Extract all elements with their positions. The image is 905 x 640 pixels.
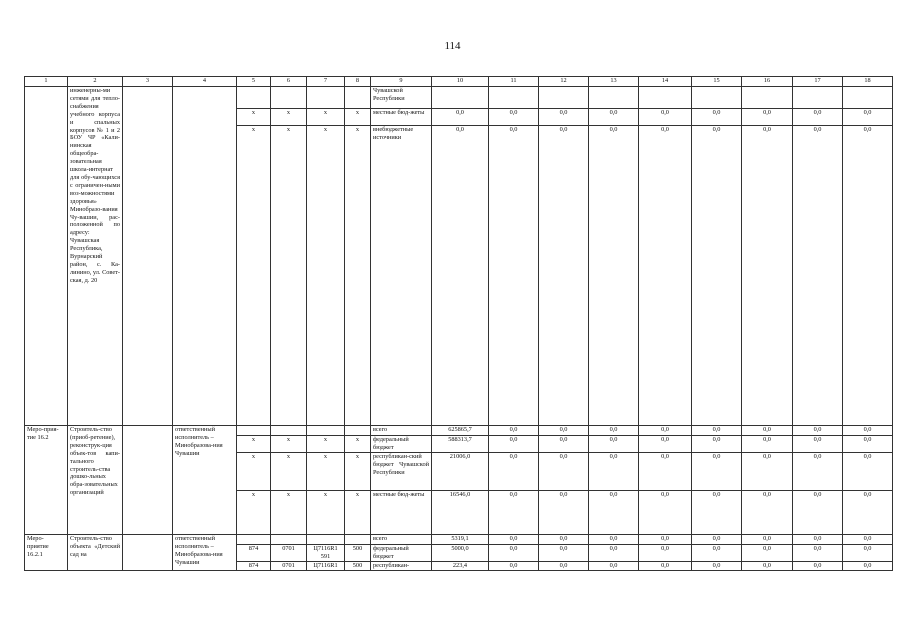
- code-cell: x: [271, 436, 307, 453]
- executor-cell: ответственный исполнитель – Минобразова-ния Чувашии: [173, 535, 237, 571]
- value-cell: 0,0: [793, 535, 843, 545]
- code-cell: 0701: [271, 562, 307, 571]
- code-cell: [345, 87, 371, 109]
- code-cell: [307, 87, 345, 109]
- code-cell: x: [271, 491, 307, 535]
- code-cell: 500: [345, 545, 371, 562]
- header-cell: 6: [271, 77, 307, 87]
- funding-source-cell: федеральный бюджет: [371, 436, 432, 453]
- value-cell: 0,0: [793, 436, 843, 453]
- code-cell: [271, 87, 307, 109]
- code-cell: Ц7116R1 591: [307, 545, 345, 562]
- code-cell: [237, 535, 271, 545]
- value-cell: 0,0: [639, 491, 692, 535]
- value-cell: 0,0: [793, 491, 843, 535]
- code-cell: 874: [237, 545, 271, 562]
- header-cell: 18: [843, 77, 893, 87]
- header-cell: 12: [539, 77, 589, 87]
- value-cell: 0,0: [639, 562, 692, 571]
- value-cell: 0,0: [489, 426, 539, 436]
- funding-source-cell: федеральный бюджет: [371, 545, 432, 562]
- header-cell: 15: [692, 77, 742, 87]
- value-cell: 0,0: [539, 426, 589, 436]
- value-cell: 0,0: [843, 109, 893, 126]
- value-cell: 0,0: [742, 545, 793, 562]
- value-cell: 0,0: [742, 109, 793, 126]
- code-cell: [271, 535, 307, 545]
- value-cell: 0,0: [639, 126, 692, 426]
- funding-source-cell: всего: [371, 426, 432, 436]
- value-cell: 0,0: [539, 126, 589, 426]
- header-cell: 10: [432, 77, 489, 87]
- header-cell: 8: [345, 77, 371, 87]
- value-cell: 16546,0: [432, 491, 489, 535]
- code-cell: x: [237, 126, 271, 426]
- column-3-cell: [123, 426, 173, 535]
- value-cell: 0,0: [742, 126, 793, 426]
- header-cell: 5: [237, 77, 271, 87]
- value-cell: 0,0: [692, 545, 742, 562]
- budget-table: [24, 76, 893, 571]
- value-cell: 0,0: [589, 562, 639, 571]
- header-cell: 3: [123, 77, 173, 87]
- header-cell: 13: [589, 77, 639, 87]
- table-header-row: [25, 77, 893, 87]
- value-cell: 0,0: [539, 535, 589, 545]
- table-row: [25, 535, 893, 545]
- value-cell: 0,0: [742, 453, 793, 491]
- header-cell: 1: [25, 77, 68, 87]
- table-row: [25, 87, 893, 109]
- value-cell: 0,0: [843, 436, 893, 453]
- code-cell: Ц7116R1: [307, 562, 345, 571]
- value-cell: 0,0: [742, 562, 793, 571]
- code-cell: x: [307, 126, 345, 426]
- value-cell: 0,0: [793, 562, 843, 571]
- header-cell: 17: [793, 77, 843, 87]
- measure-name-cell: инженерны-ми сетями для тепло-снабжения учебного корпуса и спальных корпусов № 1 и 2 БОУ ЧР «Кали-нинская общеобра-зовательная школа-интернат для обу-чающихся с ограничен-ными воз-можностями здоровья» Минобразо-вания Чу-вашии, рас-положенной по адресу: Чувашская Республика, Вурнарский район, с. Ка-линино, ул. Совет-ская, д. 20: [68, 87, 123, 426]
- value-cell: 0,0: [589, 436, 639, 453]
- value-cell: 588313,7: [432, 436, 489, 453]
- value-cell: 0,0: [843, 535, 893, 545]
- value-cell: 0,0: [489, 562, 539, 571]
- value-cell: 0,0: [489, 545, 539, 562]
- value-cell: 21006,0: [432, 453, 489, 491]
- header-cell: 2: [68, 77, 123, 87]
- code-cell: x: [237, 453, 271, 491]
- value-cell: 0,0: [539, 562, 589, 571]
- value-cell: 0,0: [539, 545, 589, 562]
- header-cell: 11: [489, 77, 539, 87]
- code-cell: x: [271, 453, 307, 491]
- value-cell: 0,0: [589, 535, 639, 545]
- code-cell: x: [307, 453, 345, 491]
- value-cell: 0,0: [432, 109, 489, 126]
- value-cell: 0,0: [489, 126, 539, 426]
- value-cell: 0,0: [843, 491, 893, 535]
- measure-label-cell: Меро-прия-тие 16.2: [25, 426, 68, 535]
- funding-source-cell: местные бюд-жеты: [371, 491, 432, 535]
- value-cell: 0,0: [793, 109, 843, 126]
- value-cell: 0,0: [639, 109, 692, 126]
- code-cell: 0701: [271, 545, 307, 562]
- value-cell: 0,0: [843, 126, 893, 426]
- code-cell: [237, 426, 271, 436]
- header-cell: 4: [173, 77, 237, 87]
- header-cell: 7: [307, 77, 345, 87]
- value-cell: 0,0: [489, 535, 539, 545]
- code-cell: 874: [237, 562, 271, 571]
- value-cell: [843, 87, 893, 109]
- value-cell: 5000,0: [432, 545, 489, 562]
- value-cell: 0,0: [539, 453, 589, 491]
- code-cell: [307, 535, 345, 545]
- code-cell: [345, 426, 371, 436]
- value-cell: 0,0: [489, 453, 539, 491]
- value-cell: 0,0: [742, 426, 793, 436]
- value-cell: 0,0: [843, 426, 893, 436]
- value-cell: [793, 87, 843, 109]
- value-cell: 5319,1: [432, 535, 489, 545]
- code-cell: x: [237, 436, 271, 453]
- value-cell: 0,0: [843, 545, 893, 562]
- measure-label-cell: Меро-приятие 16.2.1: [25, 535, 68, 571]
- header-cell: 14: [639, 77, 692, 87]
- value-cell: 0,0: [692, 562, 742, 571]
- funding-source-cell: республикан-ский бюджет Чувашской Республики: [371, 453, 432, 491]
- value-cell: 0,0: [589, 126, 639, 426]
- header-cell: 9: [371, 77, 432, 87]
- value-cell: [692, 87, 742, 109]
- executor-cell: [173, 87, 237, 426]
- code-cell: x: [271, 126, 307, 426]
- value-cell: 0,0: [639, 436, 692, 453]
- funding-source-cell: местные бюд-жеты: [371, 109, 432, 126]
- value-cell: 0,0: [639, 535, 692, 545]
- value-cell: 0,0: [539, 491, 589, 535]
- value-cell: [639, 87, 692, 109]
- code-cell: 500: [345, 562, 371, 571]
- code-cell: [237, 87, 271, 109]
- value-cell: 0,0: [539, 436, 589, 453]
- code-cell: x: [271, 109, 307, 126]
- value-cell: 0,0: [692, 126, 742, 426]
- measure-name-cell: Строитель-ство (приоб-ретение), реконструк-ция объек-тов капи-тального строитель-ства дошко-льных обра-зовательных организаций: [68, 426, 123, 535]
- value-cell: 625865,7: [432, 426, 489, 436]
- value-cell: 0,0: [793, 453, 843, 491]
- value-cell: 0,0: [742, 436, 793, 453]
- value-cell: 0,0: [793, 426, 843, 436]
- value-cell: 0,0: [692, 453, 742, 491]
- value-cell: 0,0: [589, 109, 639, 126]
- code-cell: [307, 426, 345, 436]
- code-cell: x: [345, 453, 371, 491]
- code-cell: [271, 426, 307, 436]
- value-cell: 0,0: [639, 453, 692, 491]
- value-cell: 0,0: [589, 453, 639, 491]
- value-cell: 0,0: [692, 436, 742, 453]
- code-cell: x: [345, 109, 371, 126]
- value-cell: 0,0: [692, 535, 742, 545]
- value-cell: [742, 87, 793, 109]
- code-cell: x: [345, 126, 371, 426]
- funding-source-cell: Чувашской Республики: [371, 87, 432, 109]
- value-cell: 0,0: [843, 453, 893, 491]
- code-cell: x: [307, 109, 345, 126]
- column-3-cell: [123, 535, 173, 571]
- measure-label-cell: [25, 87, 68, 426]
- value-cell: 0,0: [692, 426, 742, 436]
- value-cell: 0,0: [742, 491, 793, 535]
- page-number: 114: [444, 40, 461, 52]
- value-cell: 0,0: [639, 426, 692, 436]
- code-cell: [345, 535, 371, 545]
- value-cell: 0,0: [793, 126, 843, 426]
- funding-source-cell: внебюджетные источники: [371, 126, 432, 426]
- code-cell: x: [307, 491, 345, 535]
- value-cell: 0,0: [843, 562, 893, 571]
- table-row: [25, 426, 893, 436]
- value-cell: 0,0: [639, 545, 692, 562]
- value-cell: 0,0: [432, 126, 489, 426]
- value-cell: [539, 87, 589, 109]
- value-cell: 0,0: [589, 426, 639, 436]
- code-cell: x: [237, 109, 271, 126]
- value-cell: 0,0: [489, 109, 539, 126]
- value-cell: 0,0: [692, 491, 742, 535]
- code-cell: x: [237, 491, 271, 535]
- executor-cell: ответственный исполнитель – Минобразова-ния Чувашии: [173, 426, 237, 535]
- funding-source-cell: всего: [371, 535, 432, 545]
- code-cell: x: [307, 436, 345, 453]
- value-cell: [432, 87, 489, 109]
- code-cell: x: [345, 491, 371, 535]
- column-3-cell: [123, 87, 173, 426]
- value-cell: 0,0: [589, 491, 639, 535]
- value-cell: 0,0: [489, 491, 539, 535]
- value-cell: [489, 87, 539, 109]
- measure-name-cell: Строитель-ство объекта «Детский сад на: [68, 535, 123, 571]
- header-cell: 16: [742, 77, 793, 87]
- code-cell: x: [345, 436, 371, 453]
- value-cell: 0,0: [489, 436, 539, 453]
- value-cell: 0,0: [692, 109, 742, 126]
- value-cell: 0,0: [589, 545, 639, 562]
- value-cell: 0,0: [742, 535, 793, 545]
- funding-source-cell: республикан-: [371, 562, 432, 571]
- value-cell: 0,0: [539, 109, 589, 126]
- value-cell: 0,0: [793, 545, 843, 562]
- value-cell: 223,4: [432, 562, 489, 571]
- value-cell: [589, 87, 639, 109]
